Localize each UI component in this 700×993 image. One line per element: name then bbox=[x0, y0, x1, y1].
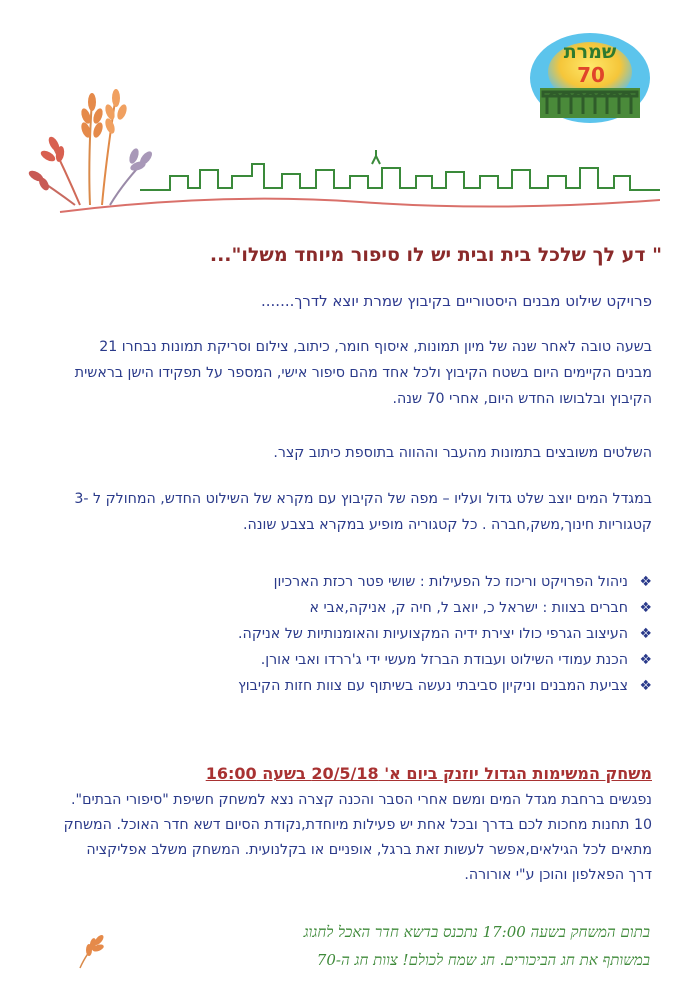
list-item: ❖ העיצוב הגרפי כולו יצירת ידיה המקצועיות והאומנותיות של אניקה. bbox=[60, 622, 652, 647]
logo-text: שמרת bbox=[563, 41, 617, 63]
wheat-illustration bbox=[27, 89, 154, 205]
diamond-bullet-icon: ❖ bbox=[639, 678, 652, 694]
diamond-bullet-icon: ❖ bbox=[639, 600, 652, 616]
skyline-illustration bbox=[140, 164, 660, 190]
page-title: " דע לך שלכל בית ובית יש לו סיפור מיוחד משלו"... bbox=[209, 244, 662, 266]
closing-line-1: בתום המשחק בשעה 17:00 נתכנס בדשא חדר האכל לחגוג bbox=[303, 923, 650, 941]
list-item: ❖ ניהול הפרויקט וריכוז כל הפעילות : שושי פטר רכזת הארכיון bbox=[60, 570, 652, 595]
closing-message bbox=[90, 918, 650, 974]
wheat-sprig-icon bbox=[72, 930, 112, 970]
list-item: ❖ צביעת המבנים וניקיון סביבתי נעשה בשיתוף עם צוות חזות הקיבוץ bbox=[60, 674, 652, 699]
ground-line-illustration bbox=[60, 199, 660, 212]
diamond-bullet-icon: ❖ bbox=[639, 652, 652, 668]
header-banner-illustration bbox=[20, 80, 660, 230]
credits-list bbox=[60, 570, 652, 700]
diamond-bullet-icon: ❖ bbox=[639, 574, 652, 590]
paragraph-water-tower: במגדל המים יוצב שלט גדול ועליו – מפה של הקיבוץ עם מקרא של השילוט החדש, המחולק ל -3 קטגוריות חינוך,משק,חברה . כל קטגוריה מופיע במקרא בצבע שונה. bbox=[74, 491, 652, 533]
list-item: ❖ הכנת עמודי השילוט ועבודת הברזל מעשי ידי ג'ררדו ואבי אורן. bbox=[60, 648, 652, 673]
game-description: נפגשים ברחבת מגדל המים ומשם אחרי הסבר והכנה קצרה נצא למשחק חשיפת "סיפורי הבתים". 10 תחנות מחכות לכם בדרך ובכל אחת יש פעילות מיוחדת,נקודת הסיום דשא חדר האוכל. המשחק מתאים לכל הגילאים,אפשר לעשות זאת ברגל, אופניים או בקלנועית. המשחק משלב אפליקציה דרך הפאלפון והוכן ע"י אורורה. bbox=[63, 792, 652, 883]
paragraph-signs: השלטים משובצים בתמונות מהעבר וההווה בתוספת כיתוב קצר. bbox=[273, 445, 652, 461]
list-item: ❖ חברים בצוות : ישראל כ, יואב ל, חיה ק, אניקה,אבי א bbox=[60, 596, 652, 621]
logo-number: 70 bbox=[577, 63, 605, 87]
paragraph-process: בשעה טובה לאחר שנה של מיון תמונות, איסוף חומר, כיתוב, צילום וסריקת תמונות נבחרו 21 מבנים הקיימים היום בשטח הקיבוץ ולכל אחד מהם סיפור אישי, המספר על תפקידו הישן בראשית הקיבוץ ובלבושו החדש היום, אחרי 70 שנה. bbox=[74, 339, 652, 407]
game-heading: משחק המשימות הגדול יוזנק ביום א' 20/5/18 בשעה 16:00 bbox=[205, 764, 652, 783]
intro-text: פרויקט שילוט מבנים היסטוריים בקיבוץ שמרת יוצא לדרך....... bbox=[261, 292, 652, 310]
diamond-bullet-icon: ❖ bbox=[639, 626, 652, 642]
closing-line-2: במשותף את חג הביכורים. חג שמח לכולם! צוות חג ה-70 bbox=[316, 951, 650, 969]
